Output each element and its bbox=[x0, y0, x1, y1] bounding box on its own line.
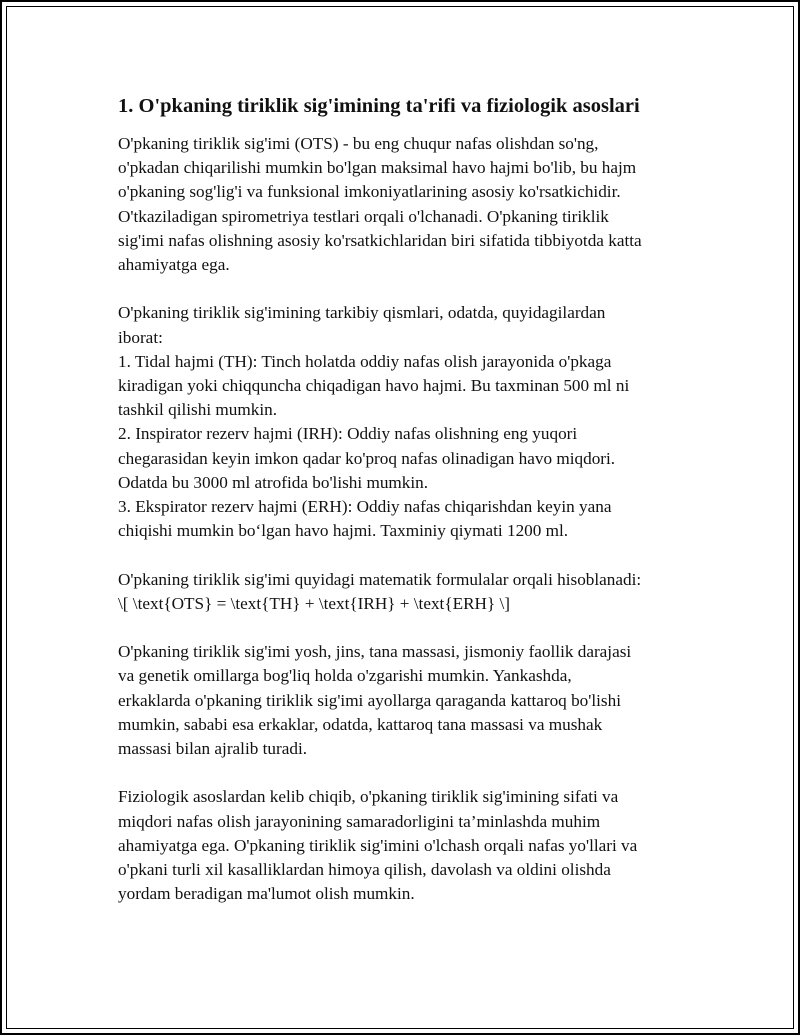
text-line: Fiziologik asoslardan kelib chiqib, o'pkaning tiriklik sig'imining sifati va bbox=[118, 787, 619, 807]
text-line: O'pkaning tiriklik sig'imi yosh, jins, tana massasi, jismoniy faollik darajasi bbox=[118, 642, 632, 662]
paragraph-physiology bbox=[118, 785, 690, 906]
text-line: ahamiyatga ega. bbox=[118, 255, 230, 275]
paragraph-components bbox=[118, 301, 690, 543]
text-line: o'pkani turli xil kasalliklardan himoya qilish, davolash va oldini olishda bbox=[118, 860, 611, 880]
text-line: massasi bilan ajralib turadi. bbox=[118, 739, 308, 759]
text-line: o'pkadan chiqarilishi mumkin bo'lgan maksimal havo hajmi bo'lib, bu hajm bbox=[118, 158, 637, 178]
text-line: O'tkaziladigan spirometriya testlari orqali o'lchanadi. O'pkaning tiriklik bbox=[118, 206, 609, 226]
document-body bbox=[118, 92, 690, 931]
text-line: tashkil qilishi mumkin. bbox=[118, 400, 277, 420]
text-line: erkaklarda o'pkaning tiriklik sig'imi ayollarga qaraganda kattaroq bo'lishi bbox=[118, 690, 621, 710]
text-line: sig'imi nafas olishning asosiy ko'rsatkichlaridan biri sifatida tibbiyotda katta bbox=[118, 230, 642, 250]
text-line: ahamiyatga ega. O'pkaning tiriklik sig'imini o'lchash orqali nafas yo'llari va bbox=[118, 835, 638, 855]
list-item-inspiratory-reserve: 2. Inspirator rezerv hajmi (IRH): Oddiy nafas olishning eng yuqori bbox=[118, 424, 578, 444]
text-line: chiqishi mumkin bo‘lgan havo hajmi. Taxminiy qiymati 1200 ml. bbox=[118, 521, 569, 541]
text-line: O'pkaning tiriklik sig'imining tarkibiy qismlari, odatda, quyidagilardan bbox=[118, 303, 606, 323]
text-line: mumkin, sababi esa erkaklar, odatda, kattaroq tana massasi va mushak bbox=[118, 714, 603, 734]
text-line: iborat: bbox=[118, 327, 163, 347]
paragraph-factors bbox=[118, 640, 690, 761]
list-item-tidal-volume: 1. Tidal hajmi (TH): Tinch holatda oddiy nafas olish jarayonida o'pkaga bbox=[118, 351, 612, 371]
formula-line: \[ \text{OTS} = \text{TH} + \text{IRH} + \text{ERH} \] bbox=[118, 593, 510, 613]
text-line: Odatda bu 3000 ml atrofida bo'lishi mumkin. bbox=[118, 472, 429, 492]
text-line: chegarasidan keyin imkon qadar ko'proq nafas olinadigan havo miqdori. bbox=[118, 448, 616, 468]
text-line: o'pkaning sog'lig'i va funksional imkoniyatlarining asosiy ko'rsatkichidir. bbox=[118, 182, 621, 202]
text-line: O'pkaning tiriklik sig'imi (OTS) - bu eng chuqur nafas olishdan so'ng, bbox=[118, 134, 599, 153]
text-line: va genetik omillarga bog'liq holda o'zgarishi mumkin. Yankashda, bbox=[118, 666, 572, 686]
text-line: miqdori nafas olish jarayonining samaradorligini ta’minlashda muhim bbox=[118, 811, 601, 831]
paragraph-formula bbox=[118, 568, 690, 616]
text-line: kiradigan yoki chiqquncha chiqadigan havo hajmi. Bu taxminan 500 ml ni bbox=[118, 376, 630, 396]
section-heading: 1. O'pkaning tiriklik sig'imining ta'rifi va fiziologik asoslari bbox=[118, 95, 640, 117]
list-item-expiratory-reserve: 3. Ekspirator rezerv hajmi (ERH): Oddiy nafas chiqarishdan keyin yana bbox=[118, 497, 612, 517]
text-line: yordam beradigan ma'lumot olish mumkin. bbox=[118, 884, 415, 904]
paragraph-definition bbox=[118, 132, 690, 277]
text-line: O'pkaning tiriklik sig'imi quyidagi matematik formulalar orqali hisoblanadi: bbox=[118, 569, 642, 589]
